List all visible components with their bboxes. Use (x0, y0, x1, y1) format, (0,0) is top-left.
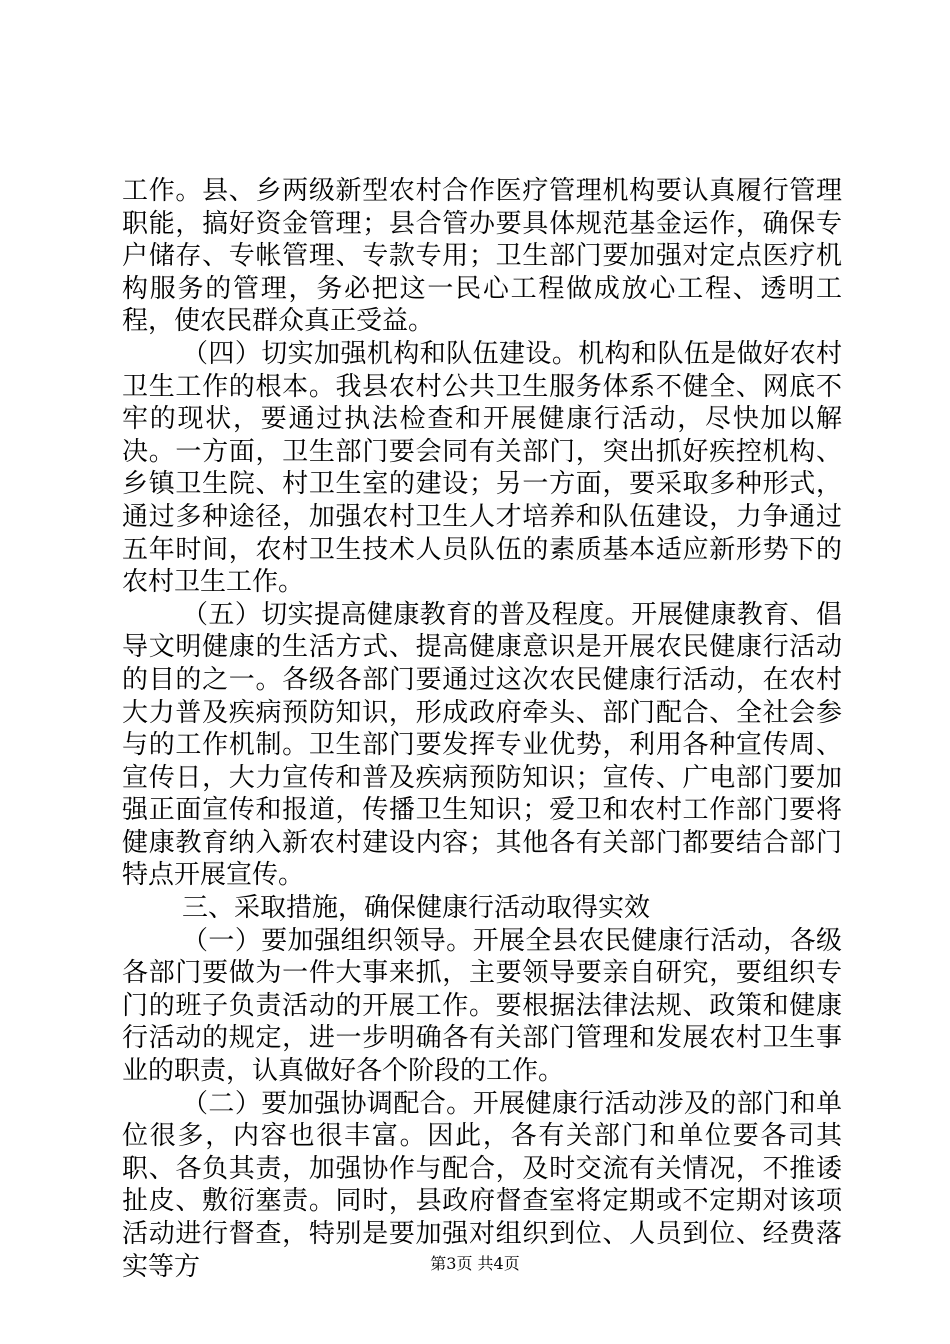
paragraph-section-4: （四）切实加强机构和队伍建设。机构和队伍是做好农村卫生工作的根本。我县农村公共卫生服务体系不健全、网底不牢的现状，要通过执法检查和开展健康行活动，尽快加以解决。一方面，卫生部门要会同有关部门，突出抓好疾控机构、乡镇卫生院、村卫生室的建设；另一方面，要采取多种形式，通过多种途径，加强农村卫生人才培养和队伍建设，力争通过五年时间，农村卫生技术人员队伍的素质基本适应新形势下的农村卫生工作。 (122, 338, 842, 598)
document-body (122, 175, 842, 1283)
paragraph-measure-2: （二）要加强协调配合。开展健康行活动涉及的部门和单位很多，内容也很丰富。因此，各有关部门和单位要各司其职、各负其责，加强协作与配合，及时交流有关情况，不推诿扯皮、敷衍塞责。同时，县政府督查室将定期或不定期对该项活动进行督查，特别是要加强对组织到位、人员到位、经费落实等方 (122, 1088, 842, 1282)
paragraph-measure-1: （一）要加强组织领导。开展全县农民健康行活动，各级各部门要做为一件大事来抓，主要领导要亲自研究，要组织专门的班子负责活动的开展工作。要根据法律法规、政策和健康行活动的规定，进一步明确各有关部门管理和发展农村卫生事业的职责，认真做好各个阶段的工作。 (122, 925, 842, 1087)
page-number-footer: 第3页 共4页 (430, 1254, 520, 1273)
paragraph-section-5: （五）切实提高健康教育的普及程度。开展健康教育、倡导文明健康的生活方式、提高健康意识是开展农民健康行活动的目的之一。各级各部门要通过这次农民健康行活动，在农村大力普及疾病预防知识，形成政府牵头、部门配合、全社会参与的工作机制。卫生部门要发挥专业优势，利用各种宣传周、宣传日，大力宣传和普及疾病预防知识；宣传、广电部门要加强正面宣传和报道，传播卫生知识；爱卫和农村工作部门要将健康教育纳入新农村建设内容；其他各有关部门都要结合部门特点开展宣传。 (122, 599, 842, 891)
heading-part-3: 三、采取措施，确保健康行活动取得实效 (182, 893, 651, 924)
paragraph-continuation: 工作。县、乡两级新型农村合作医疗管理机构要认真履行管理职能，搞好资金管理；县合管办要具体规范基金运作，确保专户储存、专帐管理、专款专用；卫生部门要加强对定点医疗机构服务的管理，务必把这一民心工程做成放心工程、透明工程，使农民群众真正受益。 (122, 176, 842, 337)
